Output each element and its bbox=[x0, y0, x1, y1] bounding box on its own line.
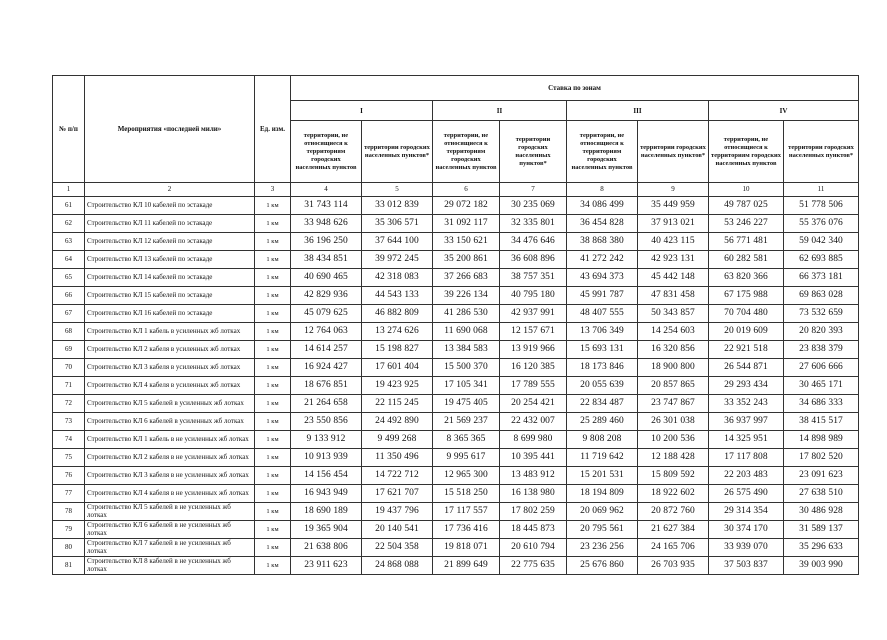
rate-value-cell: 14 325 951 bbox=[709, 431, 784, 449]
rate-value-cell: 33 352 243 bbox=[709, 395, 784, 413]
rate-value-cell: 10 913 939 bbox=[291, 449, 362, 467]
rate-value-cell: 19 475 405 bbox=[433, 395, 500, 413]
row-number-cell: 74 bbox=[53, 431, 85, 449]
rate-value-cell: 19 365 904 bbox=[291, 521, 362, 539]
rate-value-cell: 59 042 340 bbox=[784, 233, 859, 251]
row-number-cell: 76 bbox=[53, 467, 85, 485]
rate-value-cell: 12 157 671 bbox=[500, 323, 567, 341]
rate-value-cell: 47 831 458 bbox=[638, 287, 709, 305]
rate-value-cell: 56 771 481 bbox=[709, 233, 784, 251]
rate-value-cell: 16 943 949 bbox=[291, 485, 362, 503]
rate-value-cell: 19 423 925 bbox=[362, 377, 433, 395]
rate-value-cell: 20 069 962 bbox=[567, 503, 638, 521]
rate-value-cell: 15 693 131 bbox=[567, 341, 638, 359]
rate-value-cell: 39 226 134 bbox=[433, 287, 500, 305]
unit-cell: 1 км bbox=[255, 557, 291, 575]
row-number-cell: 63 bbox=[53, 233, 85, 251]
rate-value-cell: 11 690 068 bbox=[433, 323, 500, 341]
table-row bbox=[53, 431, 859, 449]
rate-value-cell: 29 072 182 bbox=[433, 197, 500, 215]
measure-name-cell: Строительство КЛ 13 кабелей по эстакаде bbox=[85, 251, 255, 269]
rate-value-cell: 24 492 890 bbox=[362, 413, 433, 431]
rate-value-cell: 18 922 602 bbox=[638, 485, 709, 503]
rate-value-cell: 8 365 365 bbox=[433, 431, 500, 449]
rate-value-cell: 29 293 434 bbox=[709, 377, 784, 395]
table-row bbox=[53, 341, 859, 359]
rate-value-cell: 22 432 007 bbox=[500, 413, 567, 431]
row-number-cell: 64 bbox=[53, 251, 85, 269]
unit-cell: 1 км bbox=[255, 521, 291, 539]
rate-value-cell: 26 575 490 bbox=[709, 485, 784, 503]
table-row bbox=[53, 395, 859, 413]
rate-value-cell: 14 898 989 bbox=[784, 431, 859, 449]
row-number-cell: 71 bbox=[53, 377, 85, 395]
column-number: 1 bbox=[53, 183, 85, 197]
measure-name-cell: Строительство КЛ 5 кабелей в не усиленных жб лотках bbox=[85, 503, 255, 521]
measure-name-cell: Строительство КЛ 1 кабель в усиленных жб лотках bbox=[85, 323, 255, 341]
unit-cell: 1 км bbox=[255, 269, 291, 287]
rate-value-cell: 60 282 581 bbox=[709, 251, 784, 269]
rate-value-cell: 16 138 980 bbox=[500, 485, 567, 503]
table-row bbox=[53, 485, 859, 503]
rate-value-cell: 20 140 541 bbox=[362, 521, 433, 539]
table-row bbox=[53, 449, 859, 467]
rate-value-cell: 15 201 531 bbox=[567, 467, 638, 485]
table-row bbox=[53, 539, 859, 557]
rate-value-cell: 23 550 856 bbox=[291, 413, 362, 431]
rate-value-cell: 53 246 227 bbox=[709, 215, 784, 233]
table-row bbox=[53, 557, 859, 575]
header-number: № п/п bbox=[53, 76, 85, 183]
rate-value-cell: 30 486 928 bbox=[784, 503, 859, 521]
rate-value-cell: 35 296 633 bbox=[784, 539, 859, 557]
unit-cell: 1 км bbox=[255, 215, 291, 233]
rate-value-cell: 17 117 557 bbox=[433, 503, 500, 521]
table-header bbox=[53, 76, 859, 183]
header-zone-3-not-city: территории, не относящиеся к территориям городских населенных пунктов bbox=[567, 121, 638, 183]
table-row bbox=[53, 287, 859, 305]
rate-value-cell: 10 200 536 bbox=[638, 431, 709, 449]
column-number: 7 bbox=[500, 183, 567, 197]
rate-value-cell: 34 476 646 bbox=[500, 233, 567, 251]
measure-name-cell: Строительство КЛ 7 кабелей в не усиленных жб лотках bbox=[85, 539, 255, 557]
rate-value-cell: 17 802 520 bbox=[784, 449, 859, 467]
header-zone-1: I bbox=[291, 101, 433, 121]
rate-value-cell: 13 919 966 bbox=[500, 341, 567, 359]
rate-value-cell: 12 188 428 bbox=[638, 449, 709, 467]
rate-value-cell: 38 757 351 bbox=[500, 269, 567, 287]
rate-value-cell: 36 454 828 bbox=[567, 215, 638, 233]
rate-value-cell: 15 518 250 bbox=[433, 485, 500, 503]
rate-value-cell: 25 289 460 bbox=[567, 413, 638, 431]
rate-value-cell: 21 627 384 bbox=[638, 521, 709, 539]
header-unit: Ед. изм. bbox=[255, 76, 291, 183]
rate-value-cell: 38 415 517 bbox=[784, 413, 859, 431]
rate-value-cell: 27 606 666 bbox=[784, 359, 859, 377]
row-number-cell: 68 bbox=[53, 323, 85, 341]
row-number-cell: 72 bbox=[53, 395, 85, 413]
unit-cell: 1 км bbox=[255, 251, 291, 269]
column-number: 4 bbox=[291, 183, 362, 197]
rate-value-cell: 34 686 333 bbox=[784, 395, 859, 413]
table-row bbox=[53, 521, 859, 539]
unit-cell: 1 км bbox=[255, 305, 291, 323]
rate-value-cell: 66 373 181 bbox=[784, 269, 859, 287]
rate-value-cell: 9 808 208 bbox=[567, 431, 638, 449]
rate-value-cell: 46 882 809 bbox=[362, 305, 433, 323]
rate-value-cell: 38 434 851 bbox=[291, 251, 362, 269]
rates-table-sheet bbox=[52, 75, 858, 575]
rate-value-cell: 22 115 245 bbox=[362, 395, 433, 413]
measure-name-cell: Строительство КЛ 16 кабелей по эстакаде bbox=[85, 305, 255, 323]
unit-cell: 1 км bbox=[255, 503, 291, 521]
table-row bbox=[53, 251, 859, 269]
rate-value-cell: 42 829 936 bbox=[291, 287, 362, 305]
rate-value-cell: 17 601 404 bbox=[362, 359, 433, 377]
rate-value-cell: 26 703 935 bbox=[638, 557, 709, 575]
table-row bbox=[53, 233, 859, 251]
rate-value-cell: 17 736 416 bbox=[433, 521, 500, 539]
rate-value-cell: 39 003 990 bbox=[784, 557, 859, 575]
rate-value-cell: 13 483 912 bbox=[500, 467, 567, 485]
rate-value-cell: 11 719 642 bbox=[567, 449, 638, 467]
table-row bbox=[53, 197, 859, 215]
rate-value-cell: 12 764 063 bbox=[291, 323, 362, 341]
header-zone-4-city: территории городских населенных пунктов* bbox=[784, 121, 859, 183]
rates-table bbox=[52, 75, 859, 575]
rate-value-cell: 16 924 427 bbox=[291, 359, 362, 377]
rate-value-cell: 25 676 860 bbox=[567, 557, 638, 575]
column-number: 8 bbox=[567, 183, 638, 197]
measure-name-cell: Строительство КЛ 3 кабеля в не усиленных жб лотках bbox=[85, 467, 255, 485]
rate-value-cell: 8 699 980 bbox=[500, 431, 567, 449]
rate-value-cell: 12 965 300 bbox=[433, 467, 500, 485]
rate-value-cell: 50 343 857 bbox=[638, 305, 709, 323]
column-number: 9 bbox=[638, 183, 709, 197]
unit-cell: 1 км bbox=[255, 485, 291, 503]
row-number-cell: 79 bbox=[53, 521, 85, 539]
row-number-cell: 75 bbox=[53, 449, 85, 467]
rate-value-cell: 13 384 583 bbox=[433, 341, 500, 359]
table-row bbox=[53, 377, 859, 395]
rate-value-cell: 26 301 038 bbox=[638, 413, 709, 431]
rate-value-cell: 45 079 625 bbox=[291, 305, 362, 323]
rate-value-cell: 9 499 268 bbox=[362, 431, 433, 449]
header-zone-3-city: территории городских населенных пунктов* bbox=[638, 121, 709, 183]
rate-value-cell: 73 532 659 bbox=[784, 305, 859, 323]
measure-name-cell: Строительство КЛ 5 кабелей в усиленных жб лотках bbox=[85, 395, 255, 413]
rate-value-cell: 17 802 259 bbox=[500, 503, 567, 521]
rate-value-cell: 42 318 083 bbox=[362, 269, 433, 287]
rate-value-cell: 13 274 626 bbox=[362, 323, 433, 341]
rate-value-cell: 44 543 133 bbox=[362, 287, 433, 305]
rate-value-cell: 69 863 028 bbox=[784, 287, 859, 305]
rate-value-cell: 40 795 180 bbox=[500, 287, 567, 305]
rate-value-cell: 16 320 856 bbox=[638, 341, 709, 359]
header-measure: Мероприятия «последней мили» bbox=[85, 76, 255, 183]
rate-value-cell: 22 775 635 bbox=[500, 557, 567, 575]
rate-value-cell: 43 694 373 bbox=[567, 269, 638, 287]
rate-value-cell: 30 374 170 bbox=[709, 521, 784, 539]
rate-value-cell: 67 175 988 bbox=[709, 287, 784, 305]
column-number: 10 bbox=[709, 183, 784, 197]
row-number-cell: 80 bbox=[53, 539, 85, 557]
rate-value-cell: 24 165 706 bbox=[638, 539, 709, 557]
rate-value-cell: 45 442 148 bbox=[638, 269, 709, 287]
column-number: 11 bbox=[784, 183, 859, 197]
header-rates-title: Ставка по зонам bbox=[291, 76, 859, 101]
rate-value-cell: 36 937 997 bbox=[709, 413, 784, 431]
row-number-cell: 65 bbox=[53, 269, 85, 287]
rate-value-cell: 22 504 358 bbox=[362, 539, 433, 557]
table-row bbox=[53, 323, 859, 341]
rate-value-cell: 11 350 496 bbox=[362, 449, 433, 467]
rate-value-cell: 21 899 649 bbox=[433, 557, 500, 575]
row-number-cell: 81 bbox=[53, 557, 85, 575]
header-zone-4-not-city: территории, не относящиеся к территориям городских населенных пунктов bbox=[709, 121, 784, 183]
rate-value-cell: 23 838 379 bbox=[784, 341, 859, 359]
column-number-row bbox=[53, 183, 859, 197]
rate-value-cell: 20 872 760 bbox=[638, 503, 709, 521]
header-zone-1-not-city: территории, не относящиеся к территориям городских населенных пунктов bbox=[291, 121, 362, 183]
rate-value-cell: 14 254 603 bbox=[638, 323, 709, 341]
measure-name-cell: Строительство КЛ 4 кабеля в не усиленных жб лотках bbox=[85, 485, 255, 503]
rate-value-cell: 15 500 370 bbox=[433, 359, 500, 377]
rate-value-cell: 62 693 885 bbox=[784, 251, 859, 269]
rate-value-cell: 26 544 871 bbox=[709, 359, 784, 377]
rate-value-cell: 49 787 025 bbox=[709, 197, 784, 215]
rate-value-cell: 17 789 555 bbox=[500, 377, 567, 395]
rate-value-cell: 35 200 861 bbox=[433, 251, 500, 269]
unit-cell: 1 км bbox=[255, 233, 291, 251]
rate-value-cell: 63 820 366 bbox=[709, 269, 784, 287]
measure-name-cell: Строительство КЛ 6 кабелей в усиленных жб лотках bbox=[85, 413, 255, 431]
rate-value-cell: 33 150 621 bbox=[433, 233, 500, 251]
rate-value-cell: 30 235 069 bbox=[500, 197, 567, 215]
unit-cell: 1 км bbox=[255, 377, 291, 395]
row-number-cell: 70 bbox=[53, 359, 85, 377]
rate-value-cell: 39 972 245 bbox=[362, 251, 433, 269]
rate-value-cell: 36 608 896 bbox=[500, 251, 567, 269]
rate-value-cell: 33 012 839 bbox=[362, 197, 433, 215]
unit-cell: 1 км bbox=[255, 287, 291, 305]
measure-name-cell: Строительство КЛ 15 кабелей по эстакаде bbox=[85, 287, 255, 305]
row-number-cell: 62 bbox=[53, 215, 85, 233]
rate-value-cell: 20 055 639 bbox=[567, 377, 638, 395]
table-row bbox=[53, 467, 859, 485]
rate-value-cell: 23 236 256 bbox=[567, 539, 638, 557]
rate-value-cell: 18 173 846 bbox=[567, 359, 638, 377]
rate-value-cell: 41 272 242 bbox=[567, 251, 638, 269]
rate-value-cell: 37 913 021 bbox=[638, 215, 709, 233]
measure-name-cell: Строительство КЛ 12 кабелей по эстакаде bbox=[85, 233, 255, 251]
measure-name-cell: Строительство КЛ 1 кабель в не усиленных жб лотках bbox=[85, 431, 255, 449]
rate-value-cell: 23 747 867 bbox=[638, 395, 709, 413]
rate-value-cell: 20 019 609 bbox=[709, 323, 784, 341]
rate-value-cell: 24 868 088 bbox=[362, 557, 433, 575]
rate-value-cell: 22 834 487 bbox=[567, 395, 638, 413]
table-body bbox=[53, 183, 859, 575]
rate-value-cell: 18 690 189 bbox=[291, 503, 362, 521]
rate-value-cell: 18 900 800 bbox=[638, 359, 709, 377]
row-number-cell: 69 bbox=[53, 341, 85, 359]
measure-name-cell: Строительство КЛ 4 кабеля в усиленных жб лотках bbox=[85, 377, 255, 395]
header-zone-2: II bbox=[433, 101, 567, 121]
rate-value-cell: 42 923 131 bbox=[638, 251, 709, 269]
unit-cell: 1 км bbox=[255, 413, 291, 431]
measure-name-cell: Строительство КЛ 2 кабеля в усиленных жб лотках bbox=[85, 341, 255, 359]
rate-value-cell: 9 995 617 bbox=[433, 449, 500, 467]
rate-value-cell: 40 423 115 bbox=[638, 233, 709, 251]
rate-value-cell: 35 306 571 bbox=[362, 215, 433, 233]
table-row bbox=[53, 269, 859, 287]
unit-cell: 1 км bbox=[255, 449, 291, 467]
rate-value-cell: 18 194 809 bbox=[567, 485, 638, 503]
header-zone-2-city: территории городских населенных пунктов* bbox=[500, 121, 567, 183]
unit-cell: 1 км bbox=[255, 359, 291, 377]
rate-value-cell: 33 939 070 bbox=[709, 539, 784, 557]
rate-value-cell: 45 991 787 bbox=[567, 287, 638, 305]
measure-name-cell: Строительство КЛ 8 кабелей в не усиленных жб лотках bbox=[85, 557, 255, 575]
rate-value-cell: 17 621 707 bbox=[362, 485, 433, 503]
rate-value-cell: 48 407 555 bbox=[567, 305, 638, 323]
rate-value-cell: 36 196 250 bbox=[291, 233, 362, 251]
unit-cell: 1 км bbox=[255, 341, 291, 359]
row-number-cell: 61 bbox=[53, 197, 85, 215]
column-number: 3 bbox=[255, 183, 291, 197]
rate-value-cell: 21 569 237 bbox=[433, 413, 500, 431]
rate-value-cell: 22 203 483 bbox=[709, 467, 784, 485]
rate-value-cell: 31 092 117 bbox=[433, 215, 500, 233]
rate-value-cell: 40 690 465 bbox=[291, 269, 362, 287]
rate-value-cell: 14 156 454 bbox=[291, 467, 362, 485]
rate-value-cell: 37 644 100 bbox=[362, 233, 433, 251]
table-row bbox=[53, 305, 859, 323]
rate-value-cell: 31 743 114 bbox=[291, 197, 362, 215]
rate-value-cell: 20 857 865 bbox=[638, 377, 709, 395]
header-zone-2-not-city: территории, не относящиеся к территориям городских населенных пунктов bbox=[433, 121, 500, 183]
rate-value-cell: 20 820 393 bbox=[784, 323, 859, 341]
row-number-cell: 77 bbox=[53, 485, 85, 503]
rate-value-cell: 35 449 959 bbox=[638, 197, 709, 215]
row-number-cell: 78 bbox=[53, 503, 85, 521]
measure-name-cell: Строительство КЛ 3 кабеля в усиленных жб лотках bbox=[85, 359, 255, 377]
measure-name-cell: Строительство КЛ 10 кабелей по эстакаде bbox=[85, 197, 255, 215]
rate-value-cell: 70 704 480 bbox=[709, 305, 784, 323]
rate-value-cell: 17 117 808 bbox=[709, 449, 784, 467]
rate-value-cell: 23 091 623 bbox=[784, 467, 859, 485]
rate-value-cell: 17 105 341 bbox=[433, 377, 500, 395]
unit-cell: 1 км bbox=[255, 467, 291, 485]
header-zone-1-city: территории городских населенных пунктов* bbox=[362, 121, 433, 183]
rate-value-cell: 20 795 561 bbox=[567, 521, 638, 539]
rate-value-cell: 55 376 076 bbox=[784, 215, 859, 233]
table-row bbox=[53, 215, 859, 233]
rate-value-cell: 13 706 349 bbox=[567, 323, 638, 341]
rate-value-cell: 37 503 837 bbox=[709, 557, 784, 575]
rate-value-cell: 16 120 385 bbox=[500, 359, 567, 377]
row-number-cell: 73 bbox=[53, 413, 85, 431]
column-number: 2 bbox=[85, 183, 255, 197]
unit-cell: 1 км bbox=[255, 197, 291, 215]
rate-value-cell: 14 722 712 bbox=[362, 467, 433, 485]
measure-name-cell: Строительство КЛ 6 кабелей в не усиленных жб лотках bbox=[85, 521, 255, 539]
unit-cell: 1 км bbox=[255, 395, 291, 413]
unit-cell: 1 км bbox=[255, 431, 291, 449]
header-zone-4: IV bbox=[709, 101, 859, 121]
rate-value-cell: 20 610 794 bbox=[500, 539, 567, 557]
rate-value-cell: 27 638 510 bbox=[784, 485, 859, 503]
rate-value-cell: 37 266 683 bbox=[433, 269, 500, 287]
rate-value-cell: 32 335 801 bbox=[500, 215, 567, 233]
rate-value-cell: 21 264 658 bbox=[291, 395, 362, 413]
column-number: 6 bbox=[433, 183, 500, 197]
rate-value-cell: 34 086 499 bbox=[567, 197, 638, 215]
rate-value-cell: 23 911 623 bbox=[291, 557, 362, 575]
unit-cell: 1 км bbox=[255, 323, 291, 341]
rate-value-cell: 42 937 991 bbox=[500, 305, 567, 323]
rate-value-cell: 18 445 873 bbox=[500, 521, 567, 539]
measure-name-cell: Строительство КЛ 2 кабеля в не усиленных жб лотках bbox=[85, 449, 255, 467]
rate-value-cell: 15 809 592 bbox=[638, 467, 709, 485]
rate-value-cell: 15 198 827 bbox=[362, 341, 433, 359]
rate-value-cell: 9 133 912 bbox=[291, 431, 362, 449]
rate-value-cell: 18 676 851 bbox=[291, 377, 362, 395]
row-number-cell: 67 bbox=[53, 305, 85, 323]
rate-value-cell: 19 818 071 bbox=[433, 539, 500, 557]
header-zone-3: III bbox=[567, 101, 709, 121]
rate-value-cell: 22 921 518 bbox=[709, 341, 784, 359]
rate-value-cell: 10 395 441 bbox=[500, 449, 567, 467]
rate-value-cell: 41 286 530 bbox=[433, 305, 500, 323]
rate-value-cell: 14 614 257 bbox=[291, 341, 362, 359]
rate-value-cell: 31 589 137 bbox=[784, 521, 859, 539]
measure-name-cell: Строительство КЛ 11 кабелей по эстакаде bbox=[85, 215, 255, 233]
rate-value-cell: 38 868 380 bbox=[567, 233, 638, 251]
measure-name-cell: Строительство КЛ 14 кабелей по эстакаде bbox=[85, 269, 255, 287]
rate-value-cell: 51 778 506 bbox=[784, 197, 859, 215]
table-row bbox=[53, 503, 859, 521]
rate-value-cell: 29 314 354 bbox=[709, 503, 784, 521]
table-row bbox=[53, 359, 859, 377]
rate-value-cell: 33 948 626 bbox=[291, 215, 362, 233]
row-number-cell: 66 bbox=[53, 287, 85, 305]
rate-value-cell: 30 465 171 bbox=[784, 377, 859, 395]
rate-value-cell: 21 638 806 bbox=[291, 539, 362, 557]
rate-value-cell: 19 437 796 bbox=[362, 503, 433, 521]
table-row bbox=[53, 413, 859, 431]
rate-value-cell: 20 254 421 bbox=[500, 395, 567, 413]
column-number: 5 bbox=[362, 183, 433, 197]
unit-cell: 1 км bbox=[255, 539, 291, 557]
